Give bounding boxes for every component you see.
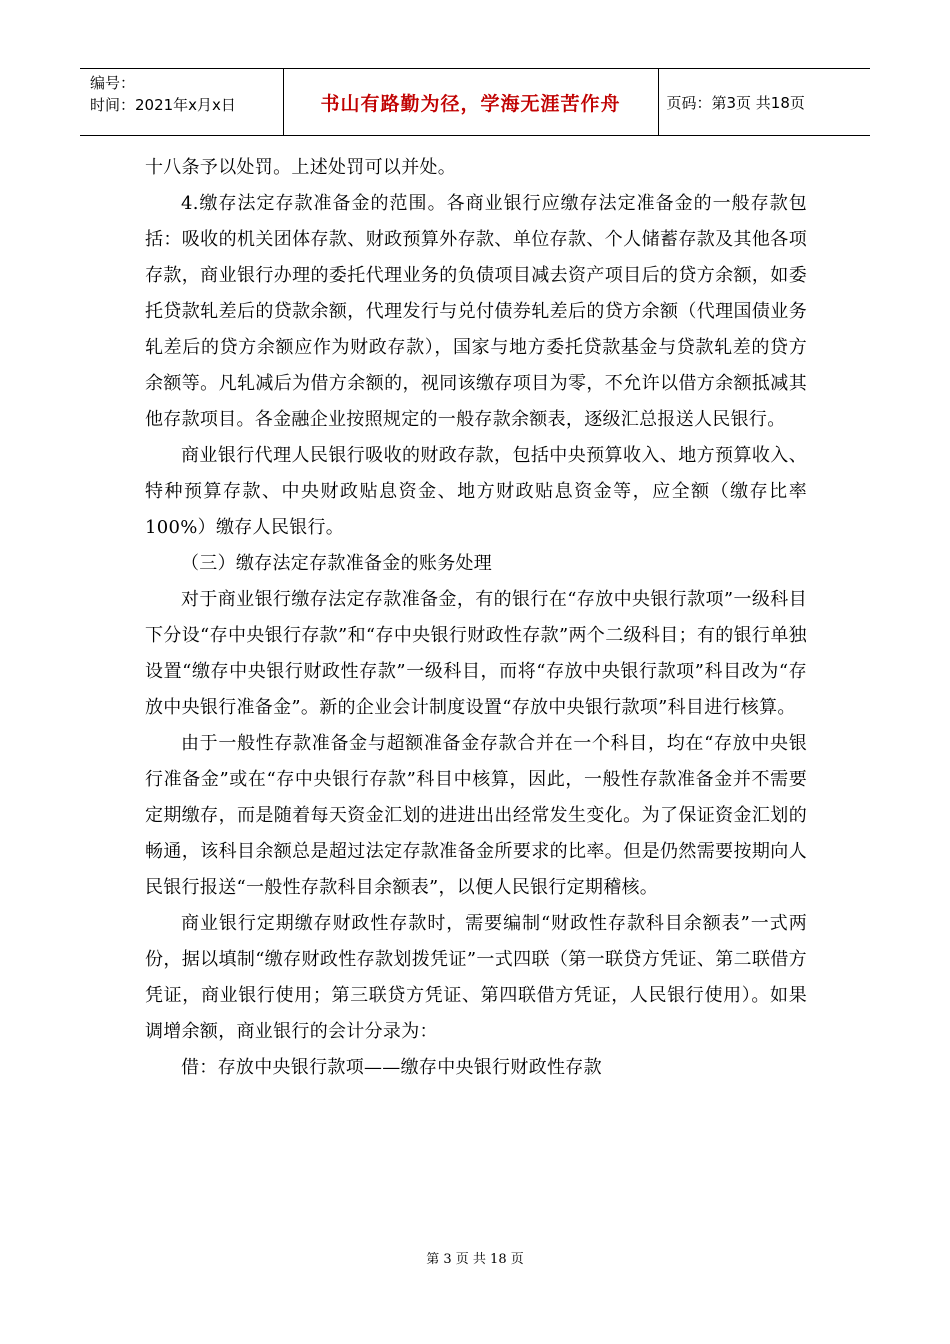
paragraph: 对于商业银行缴存法定存款准备金，有的银行在“存放中央银行款项”一级科目下分设“存中央银行存款”和“存中央银行财政性存款”两个二级科目；有的银行单独设置“缴存中央银行财政性存款”一级科目，而将“存放中央银行款项”科目改为“存放中央银行准备金”。新的企业会计制度设置“存放中央银行款项”科目进行核算。 bbox=[145, 589, 807, 718]
header-page-cell bbox=[658, 69, 870, 136]
header-motto-cell bbox=[283, 69, 658, 136]
paragraph: 4.缴存法定存款准备金的范围。各商业银行应缴存法定准备金的一般存款包括：吸收的机关团体存款、财政预算外存款、单位存款、个人储蓄存款及其他各项存款，商业银行办理的委托代理业务的负债项目减去资产项目后的贷方余额，如委托贷款轧差后的贷款余额，代理发行与兑付债券轧差后的贷方余额（代理国债业务轧差后的贷方余额应作为财政存款），国家与地方委托贷款基金与贷款轧差的贷方余额等。凡轧减后为借方余额的，视同该缴存项目为零，不允许以借方余额抵减其他存款项目。各金融企业按照规定的一般存款余额表，逐级汇总报送人民银行。 bbox=[145, 193, 807, 430]
header-table bbox=[80, 68, 870, 136]
paragraph: 由于一般性存款准备金与超额准备金存款合并在一个科目，均在“存放中央银行准备金”或在“存中央银行存款”科目中核算，因此，一般性存款准备金并不需要定期缴存，而是随着每天资金汇划的进进出出经常发生变化。为了保证资金汇划的畅通，该科目余额总是超过法定存款准备金所要求的比率。但是仍然需要按期向人民银行报送“一般性存款科目余额表”，以便人民银行定期稽核。 bbox=[145, 733, 807, 898]
date-label: 时间：2021年x月x日 bbox=[90, 96, 236, 114]
section-heading: （三）缴存法定存款准备金的账务处理 bbox=[181, 553, 493, 574]
paragraph: 十八条予以处罚。上述处罚可以并处。 bbox=[145, 157, 457, 178]
paragraph: 商业银行代理人民银行吸收的财政存款，包括中央预算收入、地方预算收入、特种预算存款、中央财政贴息资金、地方财政贴息资金等，应全额（缴存比率100%）缴存人民银行。 bbox=[145, 445, 807, 538]
motto-text: 书山有路勤为径，学海无涯苦作舟 bbox=[320, 92, 621, 115]
page-info: 页码：第3页 共18页 bbox=[666, 93, 805, 112]
page-footer: 第 3 页 共 18 页 bbox=[426, 1252, 524, 1267]
serial-number-label: 编号： bbox=[90, 74, 136, 92]
paragraph: 商业银行定期缴存财政性存款时，需要编制“财政性存款科目余额表”一式两份，据以填制“缴存财政性存款划拨凭证”一式四联（第一联贷方凭证、第二联借方凭证，商业银行使用；第三联贷方凭证、第四联借方凭证，人民银行使用）。如果调增余额，商业银行的会计分录为： bbox=[145, 913, 807, 1042]
document-body bbox=[145, 150, 807, 1086]
journal-entry: 借：存放中央银行款项——缴存中央银行财政性存款 bbox=[181, 1057, 602, 1078]
header-left-cell bbox=[80, 69, 283, 136]
